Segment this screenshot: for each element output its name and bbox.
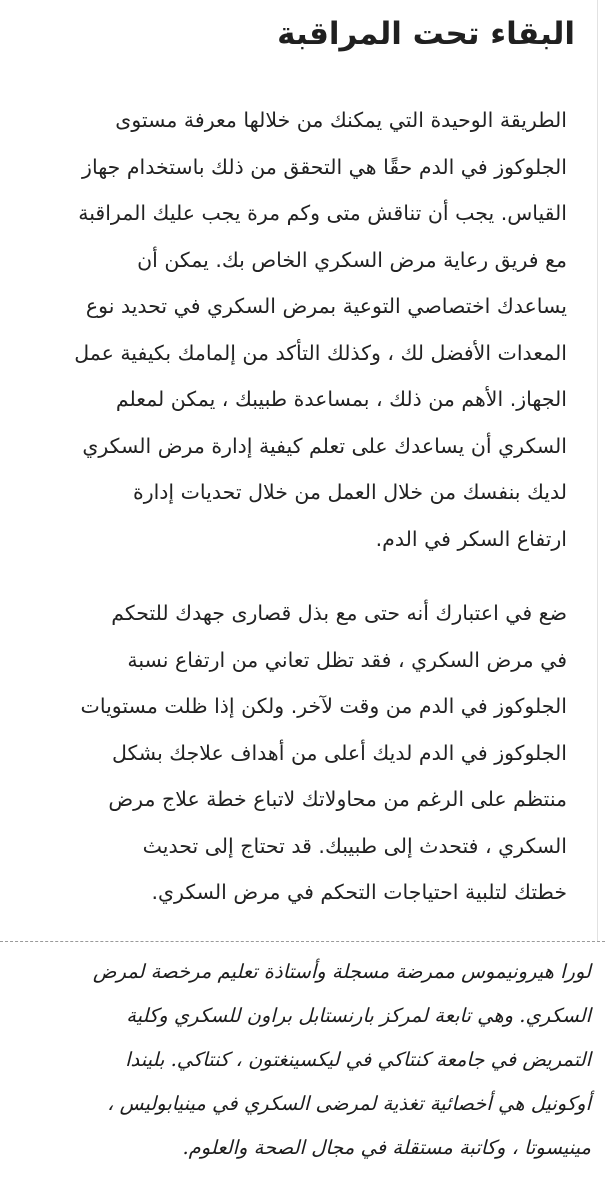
paragraph-line: ضع في اعتبارك أنه حتى مع بذل قصارى جهدك للتحكم: [111, 601, 567, 625]
paragraph-line: يساعدك اختصاصي التوعية بمرض السكري في تحديد نوع: [85, 294, 567, 318]
paragraph-line: لديك بنفسك من خلال العمل من خلال تحديات إدارة: [132, 480, 567, 504]
paragraph-line: الجلوكوز في الدم من وقت لآخر. ولكن إذا ظلت مستويات: [80, 694, 567, 718]
author-bio-line: مينيسوتا ، وكاتبة مستقلة في مجال الصحة والعلوم.: [182, 1136, 591, 1159]
paragraph-line: الجهاز. الأهم من ذلك ، بمساعدة طبيبك ، يمكن لمعلم: [115, 387, 567, 411]
author-bio-line: السكري. وهي تابعة لمركز بارنستابل براون للسكري وكلية: [126, 1004, 591, 1027]
paragraph-line: الجلوكوز في الدم لديك أعلى من أهداف علاجك بشكل: [111, 740, 567, 765]
paragraph-line: ارتفاع السكر في الدم.: [375, 526, 567, 551]
paragraph-line: مع فريق رعاية مرض السكري الخاص بك. يمكن أن: [137, 247, 567, 272]
article-title: البقاء تحت المراقبة: [277, 16, 575, 52]
author-bio-line: التمريض في جامعة كنتاكي في ليكسينغتون ، كنتاكي. بليندا: [125, 1048, 591, 1071]
article-paragraph-1: [35, 97, 567, 562]
author-bio: [11, 950, 591, 1170]
article-paragraph-2: [35, 590, 567, 916]
paragraph-line: خطتك لتلبية احتياجات التحكم في مرض السكري.: [151, 880, 567, 904]
right-border-rule: [597, 0, 598, 942]
author-section-divider: [0, 941, 605, 942]
author-bio-line: لورا هيرونيموس ممرضة مسجلة وأستاذة تعليم مرخصة لمرض: [92, 960, 591, 983]
paragraph-line: القياس. يجب أن تناقش متى وكم مرة يجب عليك المراقبة: [78, 201, 567, 225]
paragraph-line: الجلوكوز في الدم حقًا هي التحقق من ذلك باستخدام جهاز: [82, 154, 567, 179]
paragraph-line: الطريقة الوحيدة التي يمكنك من خلالها معرفة مستوى: [115, 108, 567, 132]
paragraph-line: في مرض السكري ، فقد تظل تعاني من ارتفاع نسبة: [127, 647, 567, 672]
paragraph-line: المعدات الأفضل لك ، وكذلك التأكد من إلمامك بكيفية عمل: [74, 340, 567, 365]
paragraph-line: السكري أن يساعدك على تعلم كيفية إدارة مرض السكري: [82, 433, 567, 458]
paragraph-line: السكري ، فتحدث إلى طبيبك. قد تحتاج إلى تحديث: [142, 833, 567, 858]
author-bio-line: أوكونيل هي أخصائية تغذية لمرضى السكري في مينيابوليس ،: [107, 1092, 591, 1115]
paragraph-line: منتظم على الرغم من محاولاتك لاتباع خطة علاج مرض: [108, 787, 567, 811]
